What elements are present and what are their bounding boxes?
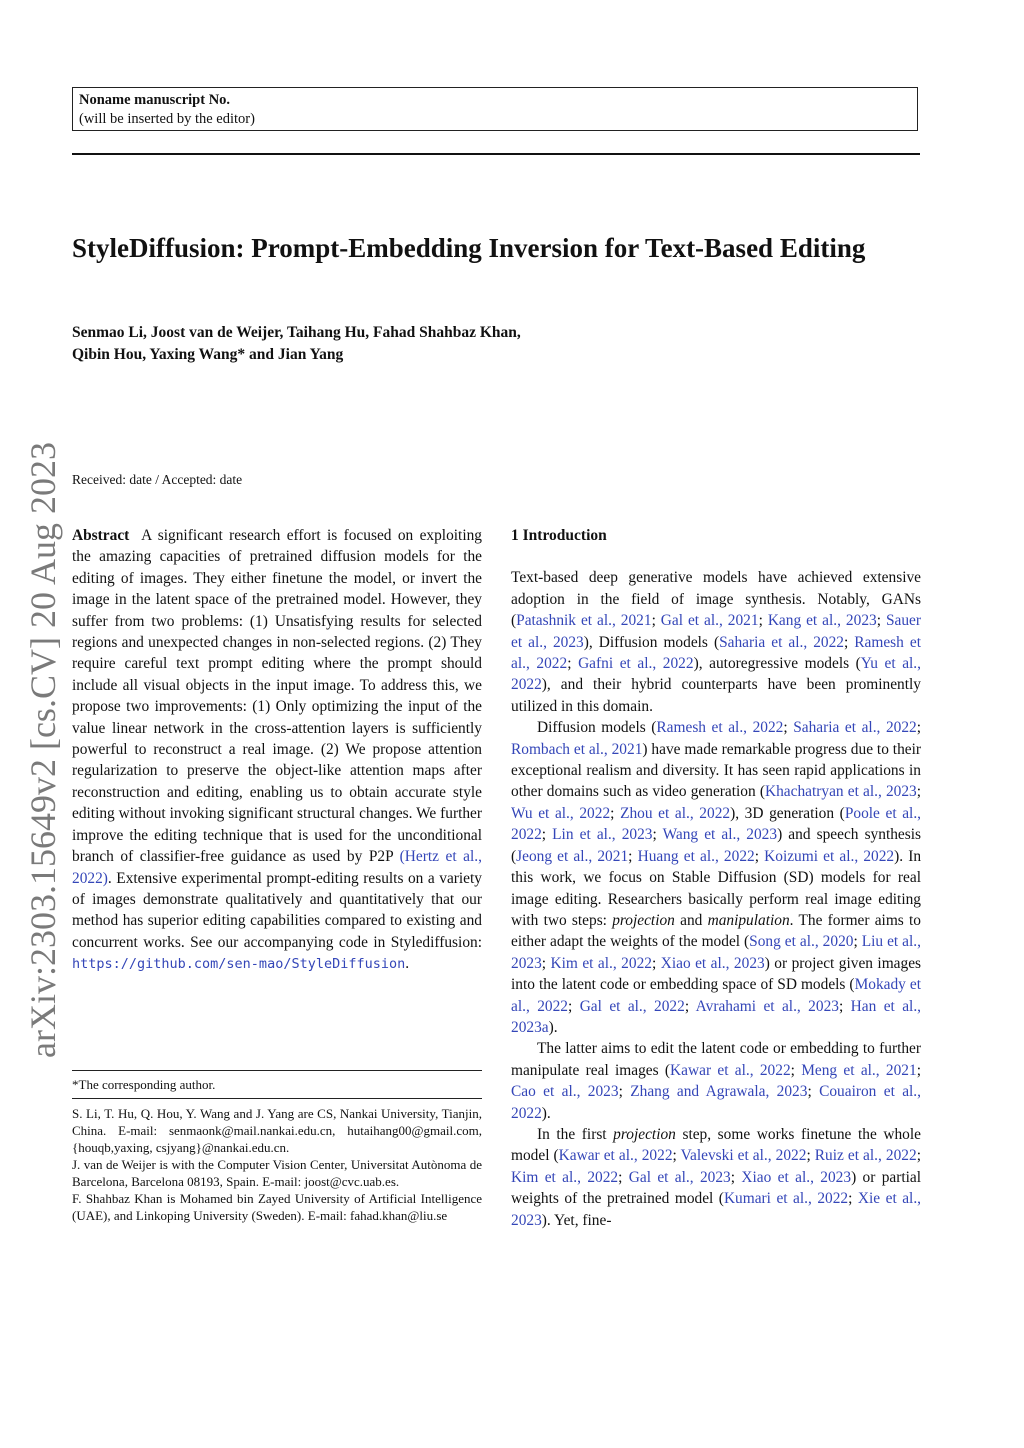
citation-link[interactable]: Song et al., 2020 — [749, 933, 854, 951]
introduction — [511, 525, 921, 1231]
body-text: ; — [567, 655, 579, 673]
body-text: ) or partial weights of the pretrained model ( — [511, 1168, 922, 1208]
body-text: ; — [783, 719, 794, 737]
body-text: ) or project given images into the latent code or embedding space of SD models ( — [511, 954, 922, 994]
body-text: ), and their hybrid counterparts have been prominently utilized in this domain. — [511, 676, 921, 715]
citation-link[interactable]: Gal et al., 2021 — [660, 612, 759, 630]
citation-link[interactable]: Kim et al., 2022 — [550, 954, 652, 972]
citation-link[interactable]: Xiao et al., 2023 — [741, 1168, 852, 1186]
body-text: ; — [541, 954, 551, 972]
code-link[interactable]: https://github.com/sen-mao/StyleDiffusion — [72, 956, 406, 973]
body-text: ; — [651, 612, 661, 630]
body-text: ), Diffusion models ( — [583, 633, 720, 651]
authors-line1: Senmao Li, Joost van de Weijer, Taihang Hu, Fahad Shahbaz Khan, — [72, 324, 521, 341]
body-text: ; — [916, 719, 922, 737]
footnote-affiliations — [72, 1105, 482, 1224]
body-text: ; — [652, 826, 663, 844]
body-text: ; — [541, 826, 553, 844]
citation-link[interactable]: Poole et al., 2022 — [511, 804, 922, 844]
citation-link[interactable]: Wang et al., 2023 — [662, 826, 778, 844]
body-text: ; — [838, 997, 851, 1015]
intro-paragraph-4 — [511, 1124, 921, 1231]
body-text: The latter aims to edit the latent code or embedding to further manipulate real images ( — [511, 1040, 921, 1079]
body-text: ). — [541, 1104, 551, 1122]
citation-link[interactable]: Kumari et al., 2022 — [723, 1190, 849, 1208]
citation-link[interactable]: Cao et al., 2023 — [511, 1083, 619, 1101]
citation-link[interactable]: Avrahami et al., 2023 — [695, 997, 839, 1015]
body-text: ; — [568, 997, 580, 1015]
body-text: ; — [848, 1190, 858, 1208]
body-text: ). Yet, fine- — [541, 1211, 612, 1229]
manuscript-line2: (will be inserted by the editor) — [79, 111, 255, 127]
body-text: ; — [806, 1147, 815, 1165]
abstract-citation[interactable]: (Hertz et al., 2022) — [72, 848, 482, 887]
citation-link[interactable]: Saharia et al., 2022 — [719, 633, 844, 651]
abstract — [72, 525, 482, 976]
body-text: ), 3D generation ( — [730, 804, 845, 822]
citation-link[interactable]: Sauer et al., 2023 — [511, 612, 921, 651]
citation-link[interactable]: Gal et al., 2023 — [628, 1168, 731, 1186]
citation-link[interactable]: Koizumi et al., 2022 — [764, 847, 895, 865]
intro-paragraph-2 — [511, 717, 921, 1038]
body-text: ; — [853, 933, 862, 951]
citation-link[interactable]: Kang et al., 2023 — [767, 612, 877, 630]
citation-link[interactable]: Zhou et al., 2022 — [620, 804, 731, 822]
citation-link[interactable]: Saharia et al., 2022 — [793, 719, 917, 737]
manuscript-box — [72, 87, 918, 131]
citation-link[interactable]: Gafni et al., 2022 — [578, 655, 694, 673]
body-text: ; — [876, 612, 886, 630]
citation-link[interactable]: Wu et al., 2022 — [511, 804, 611, 822]
footnote-aff3: F. Shahbaz Khan is Mohamed bin Zayed University of Artificial Intelligence (UAE), and Linkoping University (Sweden). E-mail: fahad.khan@liu.se — [72, 1191, 482, 1223]
body-text: and — [674, 911, 708, 929]
body-text: . The former aims to either adapt the weights of the model ( — [511, 911, 921, 951]
body-text: ; — [916, 1147, 921, 1165]
citation-link[interactable]: Patashnik et al., 2021 — [516, 612, 652, 630]
body-text: ; — [843, 633, 855, 651]
section-heading: 1 Introduction — [511, 527, 607, 544]
body-text: ; — [684, 997, 696, 1015]
body-text: ; — [618, 1083, 631, 1101]
footnote-rule — [72, 1070, 482, 1071]
body-text: Text-based deep generative models have achieved extensive adoption in the field of image synthesis. Notably, GANs ( — [511, 569, 921, 630]
citation-link[interactable]: Mokady et al., 2022 — [511, 976, 921, 1015]
citation-link[interactable]: Valevski et al., 2022 — [680, 1147, 807, 1165]
author-list — [72, 322, 772, 366]
body-text: ; — [610, 804, 621, 822]
citation-link[interactable]: Ramesh et al., 2022 — [656, 719, 784, 737]
citation-link[interactable]: Zhang and Agrawala, 2023 — [630, 1083, 808, 1101]
emphasis-text: projection — [613, 1125, 676, 1143]
citation-link[interactable]: Couairon et al., 2022 — [511, 1083, 922, 1122]
body-text: In the first — [537, 1125, 614, 1143]
paper-title: StyleDiffusion: Prompt-Embedding Inversion for Text-Based Editing — [72, 233, 866, 263]
citation-link[interactable]: Ruiz et al., 2022 — [814, 1147, 917, 1165]
citation-link[interactable]: Khachatryan et al., 2023 — [764, 783, 917, 801]
citation-link[interactable]: Xiao et al., 2023 — [660, 954, 765, 972]
citation-link[interactable]: Lin et al., 2023 — [552, 826, 653, 844]
abstract-end: . — [405, 955, 410, 973]
body-text: ; — [730, 1168, 742, 1186]
arxiv-stamp: arXiv:2303.15649v2 [cs.CV] 20 Aug 2023 — [23, 442, 63, 1058]
abstract-label: Abstract — [72, 527, 130, 544]
citation-link[interactable]: Yu et al., 2022 — [511, 655, 921, 694]
citation-link[interactable]: Meng et al., 2021 — [801, 1061, 917, 1079]
body-text: ). In this work, we focus on Stable Diffusion (SD) models for real image editing. Researchers basically perform real image editing with two steps: — [511, 847, 922, 929]
footnote-aff2: J. van de Weijer is with the Computer Vision Center, Universitat Autònoma de Barcelona, Barcelona 08193, Spain. E-mail: joost@cvc.uab.es. — [72, 1157, 482, 1189]
citation-link[interactable]: Jeong et al., 2021 — [516, 847, 629, 865]
intro-paragraph-3 — [511, 1038, 921, 1124]
authors-line2: Qibin Hou, Yaxing Wang* and Jian Yang — [72, 346, 344, 363]
manuscript-line1: Noname manuscript No. — [79, 92, 231, 108]
body-text: ) have made remarkable progress due to their exceptional realism and diversity. It has seen rapid applications in other domains such as video generation ( — [511, 740, 922, 801]
body-text: ; — [628, 847, 638, 865]
body-text: ; — [758, 612, 768, 630]
body-text: ). — [548, 1018, 558, 1036]
body-text: step, some works finetune the whole model ( — [511, 1125, 921, 1165]
body-text: ; — [618, 1168, 629, 1186]
body-text: ; — [672, 1147, 681, 1165]
intro-paragraph-1 — [511, 567, 921, 717]
citation-link[interactable]: Rombach et al., 2021 — [511, 740, 643, 758]
abstract-text-2: . Extensive experimental prompt-editing results on a variety of images demonstrate qualitatively and quantitatively that our method has superior editing capabilities compared to existing and concurrent works. See our accompanying code in Stylediffusion: — [72, 869, 482, 951]
body-text: Diffusion models ( — [537, 719, 657, 737]
emphasis-text: projection — [612, 911, 675, 929]
citation-link[interactable]: Xie et al., 2023 — [511, 1190, 922, 1229]
body-text: ; — [790, 1061, 802, 1079]
body-text: ; — [916, 1061, 921, 1079]
body-text: ; — [754, 847, 765, 865]
citation-link[interactable]: Han et al., 2023a — [511, 997, 922, 1036]
footnote-aff1: S. Li, T. Hu, Q. Hou, Y. Wang and J. Yang are CS, Nankai University, Tianjin, China. E-mail: senmaonk@mail.nankai.edu.cn, hutaihang00@gmail.com, {houqb,yaxing, csjyang}@nankai.edu.cn. — [72, 1106, 482, 1155]
abstract-text: A significant research effort is focused on exploiting the amazing capacities of pretrained diffusion models for the editing of images. They either finetune the model, or invert the image in the latent space of the pretrained model. However, they suffer from two problems: (1) Unsatisfying results for selected regions and unexpected changes in non-selected regions. (2) They require careful text prompt editing where the prompt should include all visual objects in the input image. To address this, we propose two improvements: (1) Only optimizing the input of the value linear network in the cross-attention layers is sufficiently powerful to reconstruct a real image. (2) We propose attention regularization to preserve the object-like attention maps after reconstruction and editing, enabling us to obtain accurate style editing without invoking significant structural changes. We further improve the editing technique that is used for the unconditional branch of classifier-free guidance as used by P2P — [72, 527, 482, 866]
citation-link[interactable]: Ramesh et al., 2022 — [511, 633, 921, 673]
citation-link[interactable]: Liu et al., 2023 — [511, 933, 921, 972]
footnote-corresponding: *The corresponding author. — [72, 1077, 216, 1092]
citation-link[interactable]: Kim et al., 2022 — [511, 1168, 619, 1186]
body-text: ; — [807, 1083, 820, 1101]
emphasis-text: manipulation — [707, 911, 790, 929]
footnote-rule-2 — [72, 1098, 482, 1099]
body-text: ; — [651, 954, 661, 972]
received-line: Received: date / Accepted: date — [72, 472, 243, 487]
body-text: ), autoregressive models ( — [693, 655, 861, 673]
citation-link[interactable]: Kawar et al., 2022 — [558, 1147, 673, 1165]
header-rule — [72, 153, 920, 155]
body-text: ) and speech synthesis ( — [511, 826, 922, 865]
citation-link[interactable]: Huang et al., 2022 — [637, 847, 755, 865]
citation-link[interactable]: Gal et al., 2022 — [579, 997, 685, 1015]
body-text: ; — [916, 783, 922, 801]
citation-link[interactable]: Kawar et al., 2022 — [670, 1061, 791, 1079]
